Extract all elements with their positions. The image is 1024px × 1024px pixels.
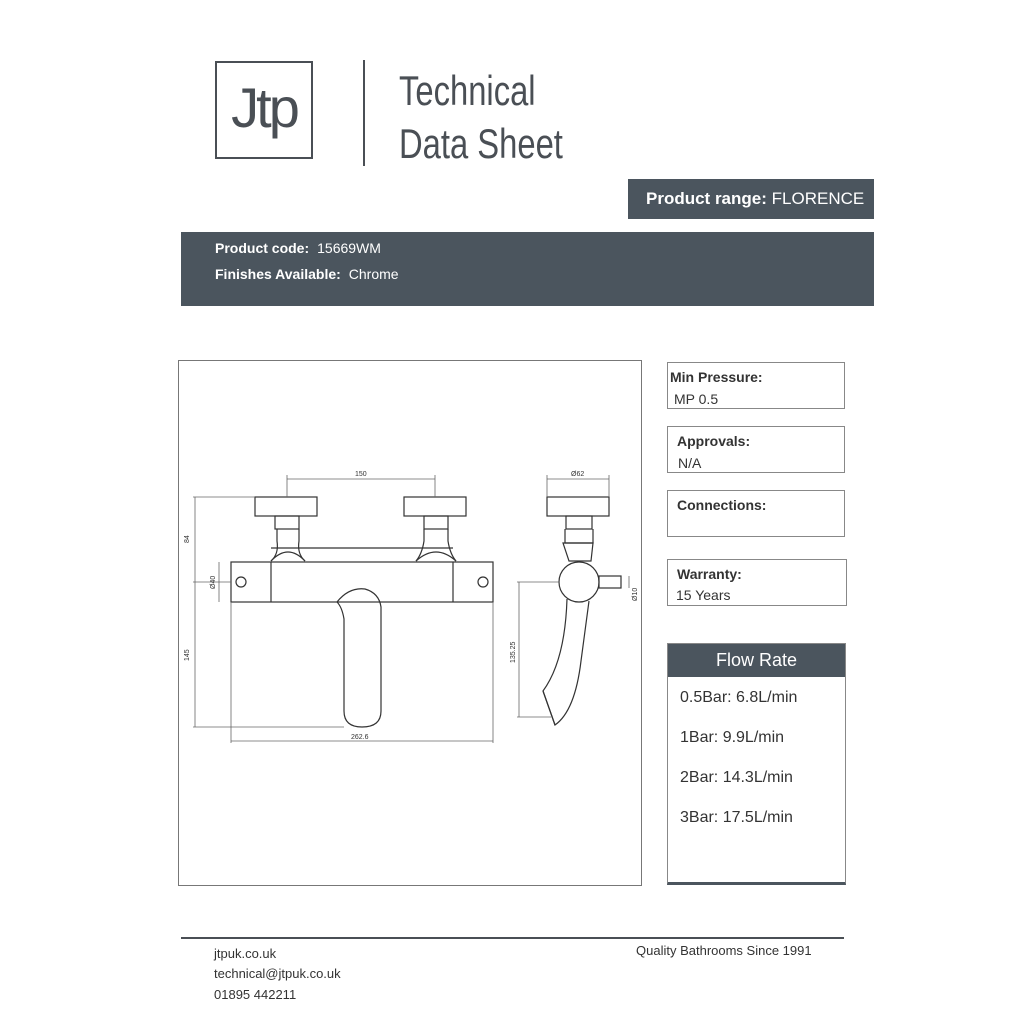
technical-drawing-frame	[178, 360, 642, 886]
right-inlet	[478, 577, 488, 587]
footer-tagline: Quality Bathrooms Since 1991	[636, 943, 812, 958]
dim-side-height: 135.25	[510, 641, 517, 663]
finishes-row	[215, 266, 399, 282]
title-line-1: Technical	[399, 67, 536, 114]
footer-phone: 01895 442211	[214, 987, 297, 1002]
spec-value: MP 0.5	[674, 391, 719, 407]
product-code-label: Product code:	[215, 240, 310, 256]
side-handle	[547, 497, 609, 516]
valve-body	[231, 562, 493, 602]
footer-website-link[interactable]: jtpuk.co.uk	[214, 946, 277, 961]
spec-value: N/A	[678, 455, 702, 471]
left-inlet	[236, 577, 246, 587]
spec-label: Warranty:	[677, 566, 742, 582]
finishes-label: Finishes Available:	[215, 266, 341, 282]
side-outlet	[599, 576, 621, 588]
product-code-value: 15669WM	[317, 240, 381, 256]
product-range-label: Product range:	[646, 189, 767, 208]
dim-overall-width: 262.6	[351, 734, 369, 741]
side-spout	[543, 599, 589, 725]
left-handle	[255, 497, 317, 516]
spec-label: Min Pressure:	[670, 369, 763, 385]
dim-top-width: 150	[355, 471, 367, 478]
dim-body-dia: Ø40	[210, 575, 217, 589]
dim-outlet-dia: Ø10	[632, 587, 639, 601]
flow-row: 2Bar: 14.3L/min	[680, 769, 793, 786]
flow-row: 3Bar: 17.5L/min	[680, 809, 793, 826]
sheet-title	[399, 64, 563, 170]
product-info-band	[181, 232, 874, 306]
dim-side-dia: Ø62	[571, 471, 585, 478]
right-handle	[404, 497, 466, 516]
spec-warranty	[667, 559, 847, 606]
side-body	[559, 562, 599, 602]
spec-approvals	[667, 426, 845, 473]
jtp-logo	[215, 61, 313, 159]
spec-connections	[667, 490, 845, 537]
dim-left-height: 84	[184, 535, 191, 543]
header-divider	[363, 60, 365, 166]
product-range-box	[628, 179, 874, 219]
product-code-row	[215, 240, 381, 256]
finishes-value: Chrome	[348, 266, 399, 282]
flow-rate-panel	[667, 643, 846, 885]
flow-rate-title: Flow Rate	[668, 644, 845, 677]
product-range-value: FLORENCE	[771, 189, 865, 208]
right-nut	[424, 516, 448, 529]
footer-divider	[181, 937, 844, 939]
spec-label: Connections:	[677, 497, 767, 513]
spec-min-pressure	[667, 362, 845, 409]
left-nut	[275, 516, 299, 529]
front-spout	[337, 589, 381, 727]
spec-label: Approvals:	[677, 433, 751, 449]
side-nut	[566, 516, 592, 529]
logo-text: Jtp	[231, 76, 297, 139]
title-line-2: Data Sheet	[399, 120, 563, 167]
flow-row: 0.5Bar: 6.8L/min	[680, 689, 798, 706]
spec-value: 15 Years	[676, 587, 731, 603]
flow-row: 1Bar: 9.9L/min	[680, 729, 785, 746]
dim-lower-height: 145	[184, 649, 191, 661]
footer-email-link[interactable]: technical@jtpuk.co.uk	[214, 966, 341, 981]
technical-drawing	[179, 361, 641, 885]
